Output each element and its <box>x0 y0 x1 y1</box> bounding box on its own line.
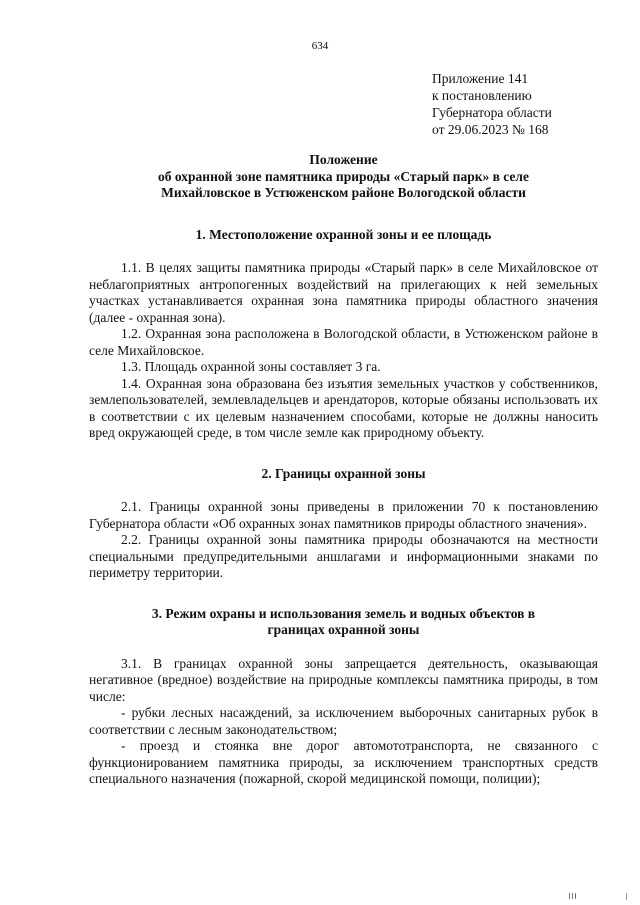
list-item: - проезд и стоянка вне дорог автомототранспорта, не связанного с функционированием памятника природы, за исключением транспортных средств специального назначения (пожарной, скорой медицинской помощи, полиции); <box>89 738 598 786</box>
document-body <box>89 152 598 788</box>
section-heading: 1. Местоположение охранной зоны и ее площадь <box>195 226 492 242</box>
appendix-block <box>432 70 552 138</box>
paragraph: 1.4. Охранная зона образована без изъятия земельных участков у собственников, землепользователей, землевладельцев и арендаторов, которые обязаны использовать их в соответствии с их целевым назначением способами, которые не должны наносить вред окружающей среде, в том числе земле как природному объекту. <box>89 375 598 440</box>
title-line: Положение <box>309 152 378 167</box>
paragraph: 2.2. Границы охранной зоны памятника природы обозначаются на местности специальными предупредительными аншлагами и информационными знаками по периметру территории. <box>89 532 598 580</box>
edge-mark <box>626 893 627 900</box>
paragraph: 3.1. В границах охранной зоны запрещается деятельность, оказывающая негативное (вредное) воздействие на природные комплексы памятника природы, в том числе: <box>89 655 598 704</box>
heading-line: 3. Режим охраны и использования земель и водных объектов в <box>151 605 536 621</box>
paragraph: 1.1. В целях защиты памятника природы «Старый парк» в селе Михайловское от неблагоприятных антропогенных воздействий на прилегающих к ней земельных участках устанавливается охранная зона памятника природы областного значения (далее - охранная зона). <box>89 260 598 325</box>
title-line: Михайловское в Устюженском районе Вологодской области <box>161 185 526 200</box>
appendix-line: Приложение 141 <box>432 71 529 86</box>
title-line: об охранной зоне памятника природы «Старый парк» в селе <box>158 168 529 184</box>
section-heading: 2. Границы охранной зоны <box>261 465 426 481</box>
section-heading <box>89 606 598 639</box>
page-number: 634 <box>311 40 329 52</box>
paragraph: 1.2. Охранная зона расположена в Вологодской области, в Устюженском районе в селе Михайловское. <box>89 326 598 358</box>
appendix-line: от 29.06.2023 № 168 <box>432 122 549 137</box>
paragraph: 2.1. Границы охранной зоны приведены в приложении 70 к постановлению Губернатора области «Об охранных зонах памятников природы областного значения». <box>89 499 598 531</box>
appendix-line: к постановлению <box>432 88 532 103</box>
heading-line: границах охранной зоны <box>267 622 420 637</box>
list-item: - рубки лесных насаждений, за исключением выборочных санитарных рубок в соответствии с лесным законодательством; <box>89 705 598 737</box>
document-title <box>89 152 598 202</box>
appendix-line: Губернатора области <box>432 105 552 120</box>
paragraph: 1.3. Площадь охранной зоны составляет 3 га. <box>121 359 381 374</box>
scan-mark <box>569 893 581 899</box>
